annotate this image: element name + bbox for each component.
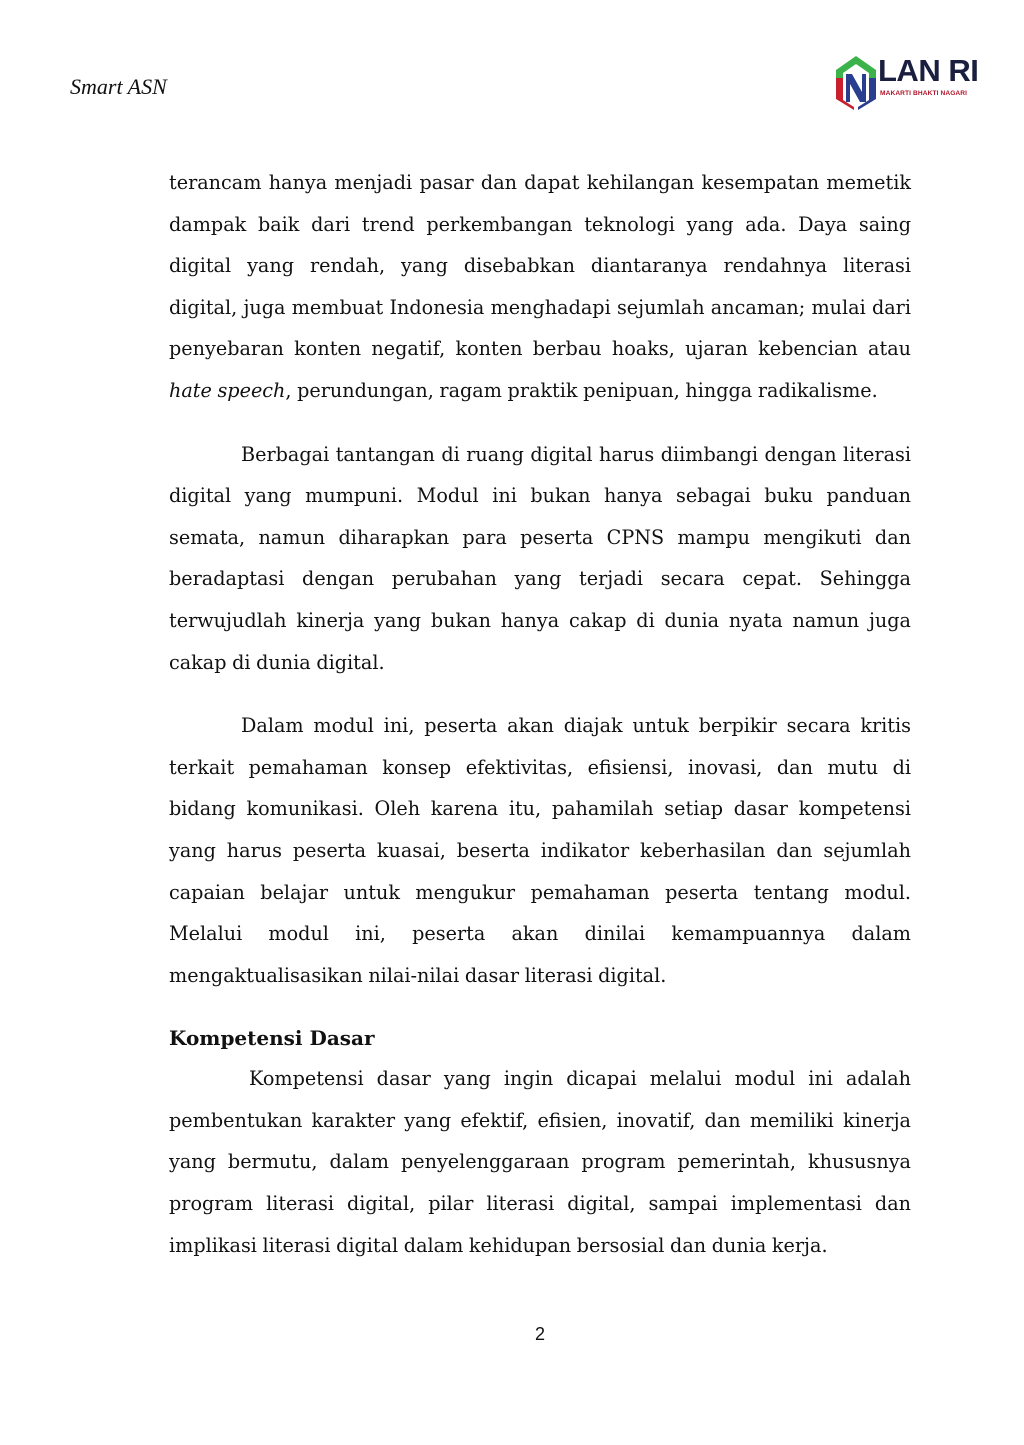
document-body <box>169 162 911 1288</box>
lan-ri-logo-tagline: MAKARTI BHAKTI NAGARI <box>880 90 968 97</box>
lan-ri-logo-icon <box>832 52 880 110</box>
paragraph-1-emphasis: hate speech <box>169 378 286 402</box>
paragraph-3: Dalam modul ini, peserta akan diajak untuk berpikir secara kritis terkait pemahaman konsep efektivitas, efisiensi, inovasi, dan mutu di bidang komunikasi. Oleh karena itu, pahamilah setiap dasar kompetensi yang harus peserta kuasai, beserta indikator keberhasilan dan sejumlah capaian belajar untuk mengukur pemahaman peserta tentang modul. Melalui modul ini, peserta akan dinilai kemampuannya dalam mengaktualisasikan nilai-nilai dasar literasi digital. <box>169 714 911 987</box>
lan-ri-logo-text: LAN RI <box>878 53 979 88</box>
lan-ri-logo <box>832 52 982 112</box>
section-heading: Kompetensi Dasar <box>169 1026 375 1051</box>
paragraph-1-text-a: terancam hanya menjadi pasar dan dapat kehilangan kesempatan memetik dampak baik dari trend perkembangan teknologi yang ada. Daya saing digital yang rendah, yang disebabkan diantaranya rendahnya literasi digital, juga membuat Indonesia menghadapi sejumlah ancaman; mulai dari penyebaran konten negatif, konten berbau hoaks, ujaran kebencian atau <box>169 171 911 361</box>
paragraph-1-text-b: , perundungan, ragam praktik penipuan, hingga radikalisme. <box>285 378 878 402</box>
running-header: Smart ASN <box>70 74 167 99</box>
paragraph-1 <box>169 162 911 412</box>
paragraph-2: Berbagai tantangan di ruang digital harus diimbangi dengan literasi digital yang mumpuni. Modul ini bukan hanya sebagai buku panduan semata, namun diharapkan para peserta CPNS mampu mengikuti dan beradaptasi dengan perubahan yang terjadi secara cepat. Sehingga terwujudlah kinerja yang bukan hanya cakap di dunia nyata namun juga cakap di dunia digital. <box>169 442 911 674</box>
page-number: 2 <box>534 1324 545 1344</box>
paragraph-4: Kompetensi dasar yang ingin dicapai melalui modul ini adalah pembentukan karakter yang efektif, efisien, inovatif, dan memiliki kinerja yang bermutu, dalam penyelenggaraan program pemerintah, khususnya program literasi digital, pilar literasi digital, sampai implementasi dan implikasi literasi digital dalam kehidupan bersosial dan dunia kerja. <box>169 1067 911 1257</box>
